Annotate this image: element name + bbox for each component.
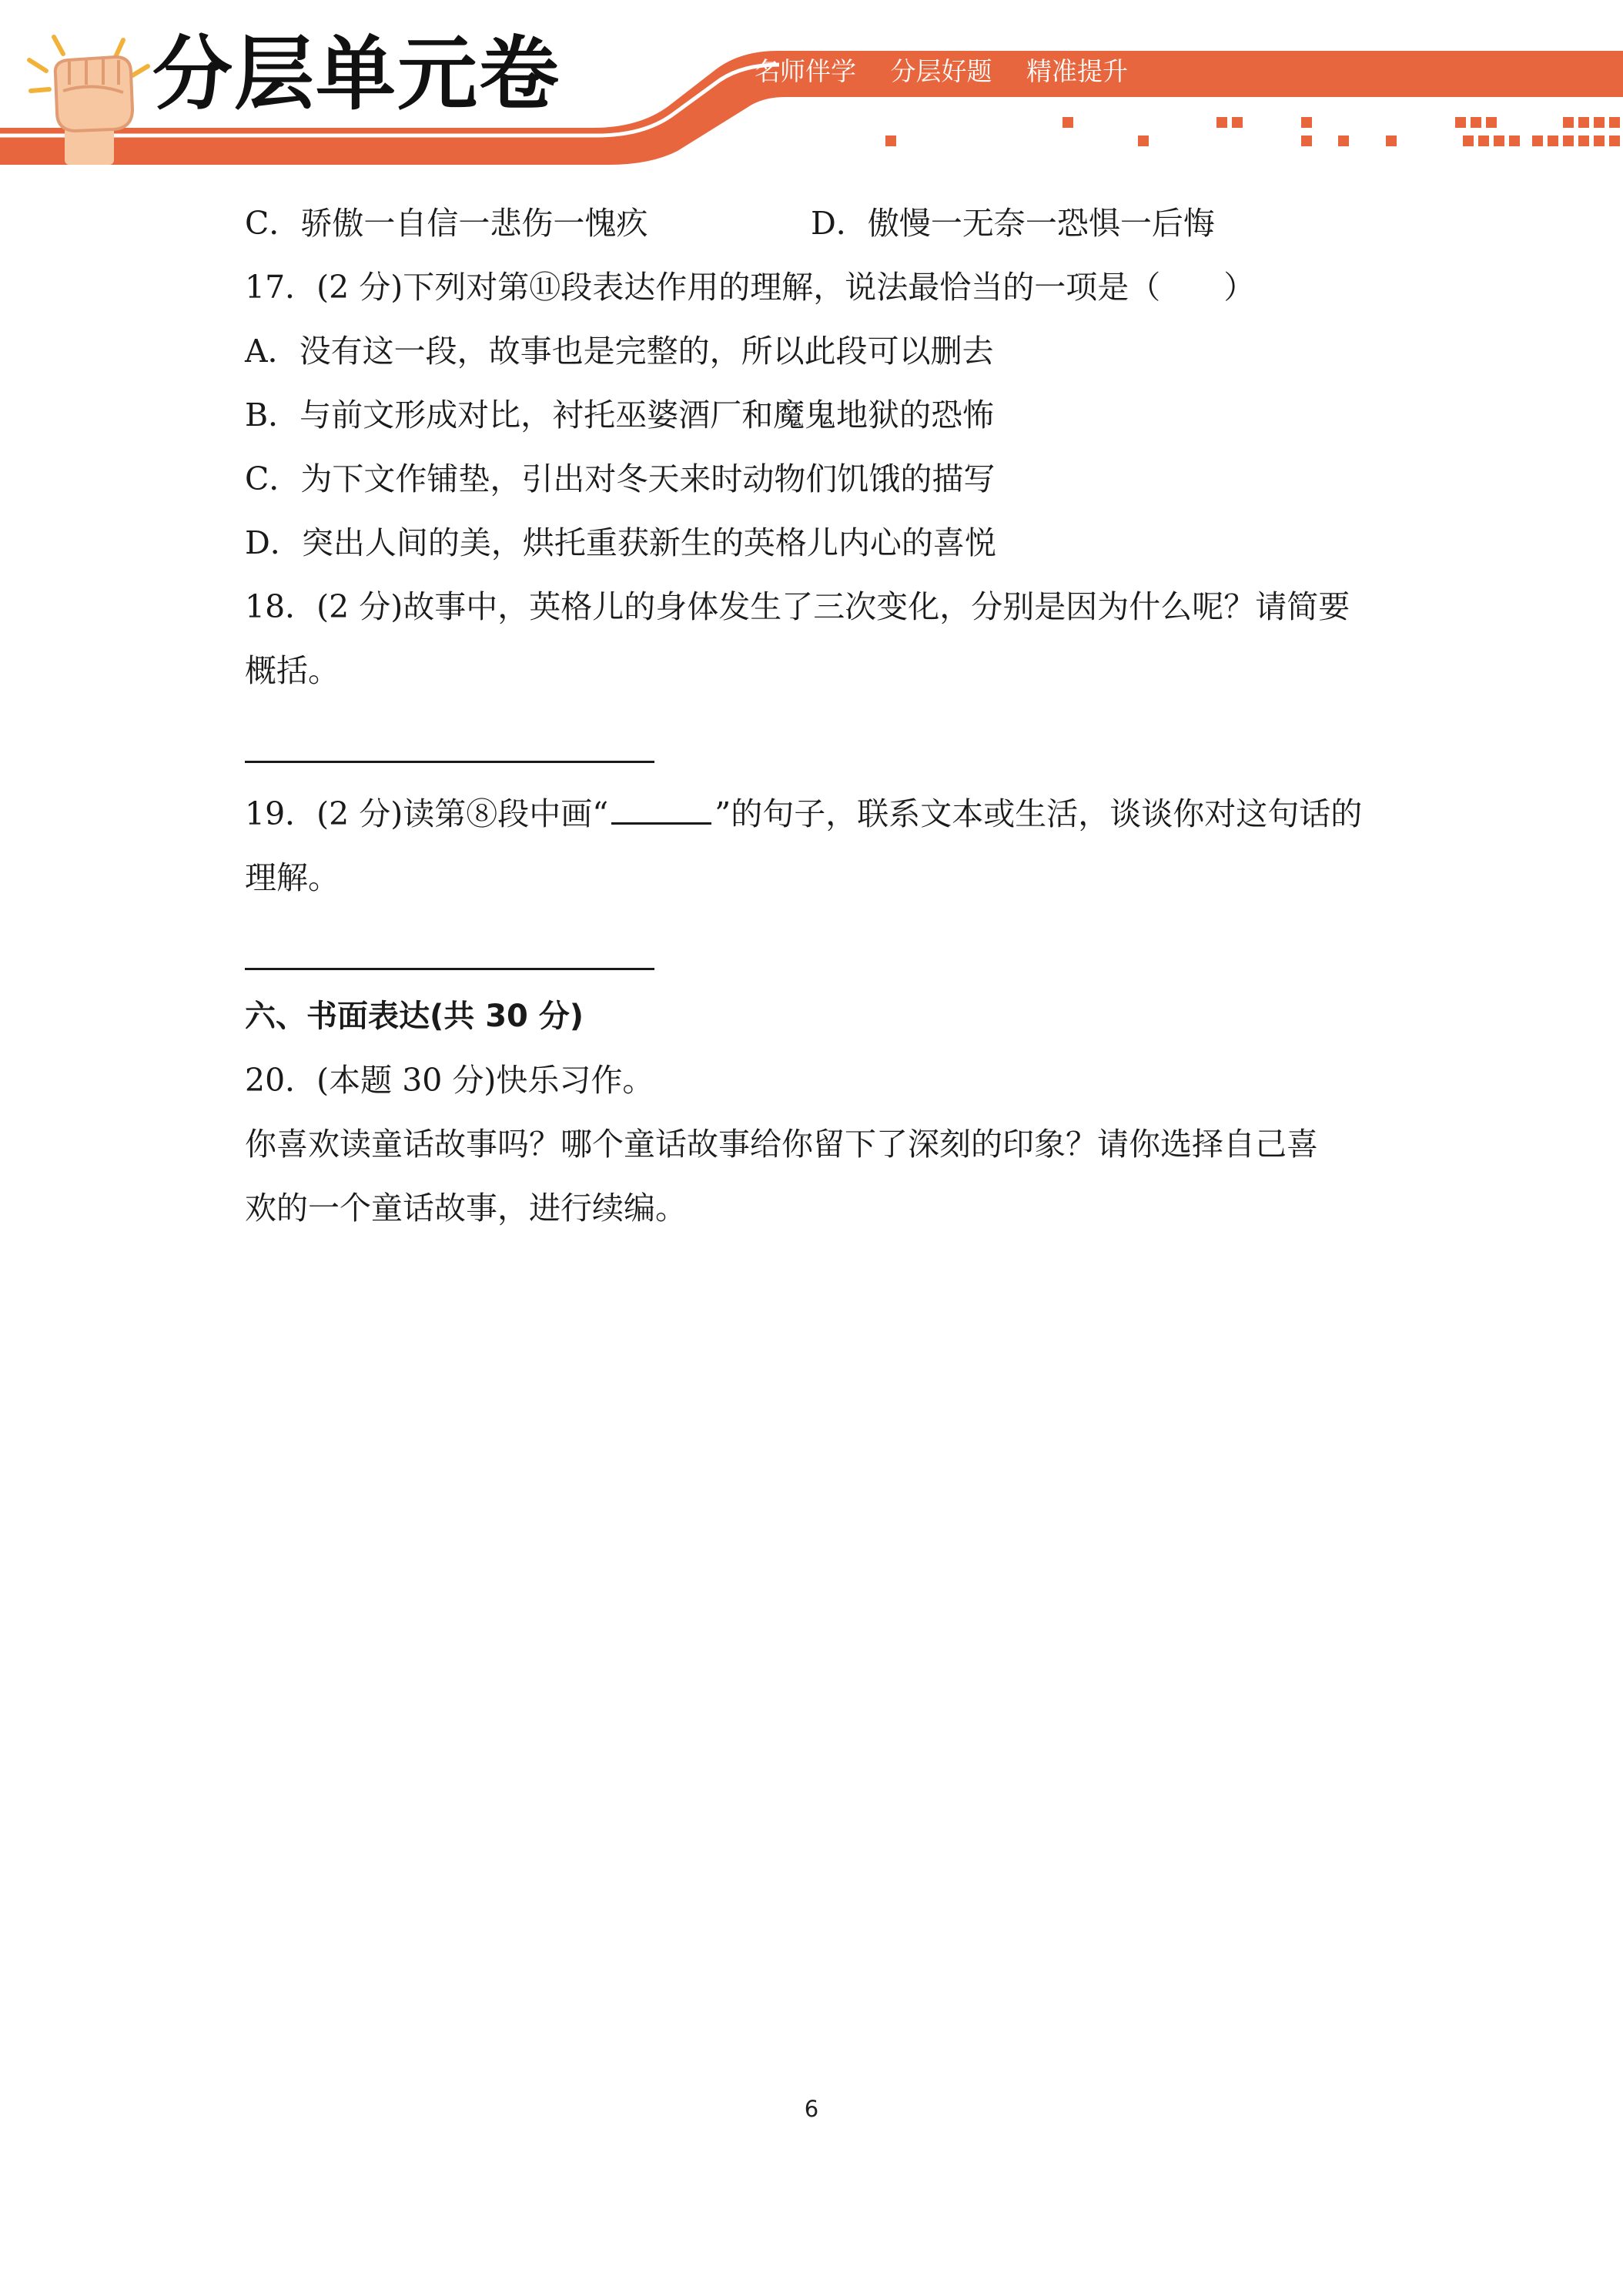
question-20-stem: 20．(本题 30 分)快乐习作。 (245, 1062, 654, 1099)
question-20-prompt: 你喜欢读童话故事吗？哪个童话故事给你留下了深刻的印象？请你选择自己喜 (245, 1126, 1318, 1163)
question-19-stem (245, 795, 1384, 830)
question-18-stem: 18．(2 分)故事中，英格儿的身体发生了三次变化，分别是因为什么呢？请简要 (245, 588, 1350, 625)
question-20-prompt-cont: 欢的一个童话故事，进行续编。 (245, 1190, 687, 1227)
page-header (0, 0, 1623, 169)
answer-line-q19[interactable] (245, 968, 654, 970)
question-17-stem: 17．(2 分)下列对第⑪段表达作用的理解，说法最恰当的一项是（ ） (245, 269, 1256, 306)
section-6-heading: 六、书面表达(共 30 分) (245, 999, 584, 1034)
q17-option-a: A．没有这一段，故事也是完整的，所以此段可以删去 (245, 333, 994, 370)
header-slogan (755, 56, 1154, 86)
q19-prefix: 19．(2 分)读第⑧段中画“ (245, 795, 609, 832)
slogan-item: 名师伴学 (755, 56, 856, 86)
slogan-item: 精准提升 (1026, 56, 1128, 86)
option-d: D．傲慢一无奈一恐惧一后悔 (811, 205, 1215, 242)
brand-title: 分层单元卷 (152, 27, 561, 121)
q17-option-c: C．为下文作铺垫，引出对冬天来时动物们饥饿的描写 (245, 460, 996, 497)
slogan-item: 分层好题 (890, 56, 992, 86)
question-18-stem-cont: 概括。 (245, 652, 340, 689)
q19-suffix: ”的句子，联系文本或生活，谈谈你对这句话的 (714, 795, 1363, 832)
option-c: C．骄傲一自信一悲伤一愧疚 (245, 205, 648, 242)
decorative-pixel-squares (885, 117, 1620, 146)
worksheet-content (245, 202, 1384, 1227)
question-19-stem-cont: 理解。 (245, 859, 340, 896)
q19-inline-blank (611, 795, 711, 825)
q17-option-d: D．突出人间的美，烘托重获新生的英格儿内心的喜悦 (245, 524, 996, 561)
answer-line-q18[interactable] (245, 761, 654, 763)
page-number: 6 (804, 2096, 819, 2122)
q17-option-b: B．与前文形成对比，衬托巫婆酒厂和魔鬼地狱的恐怖 (245, 397, 995, 433)
q16-options-cd (245, 205, 1384, 242)
